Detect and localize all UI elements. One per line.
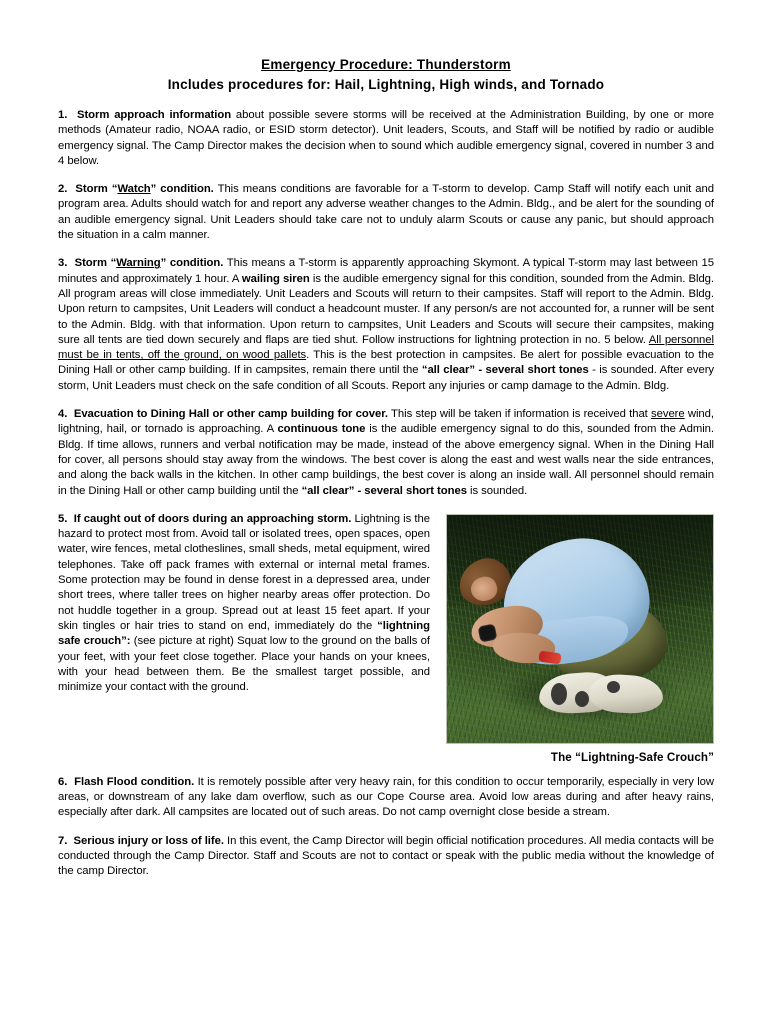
section-3-heading-keyword: Warning bbox=[116, 257, 161, 270]
section-4-number: 4. bbox=[58, 408, 68, 421]
section-1-body: about possible severe storms will be received at the Administration Building, by one or more methods (Amateur radio, NOAA radio, or ESID storm detector). Unit leaders, Scouts, and Staff will be notified by radio or audible emergency signal. The Camp Director makes the decision when to sound which audible emergency signal, covered in number 3 and 4 below. bbox=[58, 109, 715, 167]
lightning-safe-crouch-photo bbox=[446, 514, 714, 744]
section-2-number: 2. bbox=[58, 183, 68, 196]
section-3-heading-post: ” condition. bbox=[160, 257, 224, 270]
figure-container bbox=[446, 514, 714, 764]
section-4-heading: Evacuation to Dining Hall or other camp building for cover. bbox=[73, 408, 389, 421]
section-5-heading: If caught out of doors during an approaching storm. bbox=[73, 512, 352, 525]
section-4-text-4: is sounded. bbox=[466, 484, 528, 497]
section-3-text-3: . This is the best protection in campsites. Be alert for possible evacuation to the Dining Hall or other camp building. If in campsites, remain there until the bbox=[58, 349, 714, 377]
section-5-number: 5. bbox=[58, 512, 68, 525]
section-4-paragraph bbox=[58, 407, 714, 499]
section-6-paragraph bbox=[58, 775, 714, 821]
section-7-number: 7. bbox=[58, 834, 68, 847]
section-3-bold-wailing-siren: wailing siren bbox=[241, 272, 310, 285]
section-4-text-3: is the audible emergency signal to do this, sounded from the Admin. Bldg. If time allows, runners and verbal notification may be made, instead of the above emergency signal. When in the Dining Hall for cover, all persons should stay away from the windows. The best cover is along the east and west walls near the side entrances, and along the back walls in the kitchen. In other camp buildings, the best cover is along an inside wall. All personnel should remain in the Dining Hall or other camp building until the bbox=[58, 423, 714, 497]
section-7-paragraph bbox=[58, 834, 714, 880]
section-6-body: It is remotely possible after very heavy rain, for this condition to occur temporarily, especially in very low areas, or downstream of any lake dam overflow, such as our Cope Course area. Avoid low areas during and after heavy rains, especially after dark. All campsites are located out of such areas. Do not camp overnight close beside a stream. bbox=[58, 775, 714, 819]
section-3-underlined-directive: All personnel must be in tents, off the ground, on wood pallets bbox=[58, 333, 714, 362]
section-7-heading: Serious injury or loss of life. bbox=[73, 834, 224, 847]
section-5-text-1: Lightning is the hazard to protect most from. Avoid tall or isolated trees, open spaces, open water, wire fences, metal clotheslines, small sheds, metal equipment, wired telephones. Take off pack frames with external or internal metal frames. Some protection may be found in dense forest in a depressed area, under short trees, where taller trees on higher nearby areas offer protection. Do not huddle together in a group. Spread out at least 15 feet apart. If your skin tingles or hair tries to stand on end, immediately do the bbox=[58, 512, 430, 632]
section-3-heading-pre: Storm “ bbox=[74, 257, 117, 270]
section-3-text-4: - is sounded. After every storm, Unit Leaders must check on the safe condition of all Scouts. Report any injuries or camp damage to the Admin. Bldg. bbox=[58, 364, 715, 392]
section-5-block bbox=[58, 512, 714, 766]
section-3-text-1: This means a T-storm is apparently approaching Skymont. A typical T-storm may last between 15 minutes and approximately 1 hour. A bbox=[58, 257, 714, 285]
page-title: Emergency Procedure: Thunderstorm bbox=[261, 57, 511, 72]
page-subtitle: Includes procedures for: Hail, Lightning, High winds, and Tornado bbox=[167, 77, 605, 92]
figure-caption: The “Lightning-Safe Crouch” bbox=[550, 750, 714, 764]
section-5-bold-crouch: “lightning safe crouch”: bbox=[58, 619, 430, 648]
section-4-bold-all-clear: “all clear” - several short tones bbox=[301, 484, 467, 497]
shoe-marking-1 bbox=[551, 683, 567, 705]
section-3-number: 3. bbox=[58, 257, 68, 270]
section-3-text-2: is the audible emergency signal for this condition, sounded from the Admin. Bldg. All program areas will close immediately. Unit Leaders and Scouts will return to their campsites. Staff will report to the Admin. Bldg. Upon return to campsites, Unit Leaders will conduct a headcount muster. If any person/s are not accounted for, a runner will be sent to the Admin. Bldg. with that information. Upon return to campsites, Unit Leaders and Scouts will secure their campsites, making sure all tents are tied down securely and flaps are tied shut. Follow instructions for lightning protection in no. 5 below. bbox=[58, 272, 714, 346]
section-2-paragraph bbox=[58, 182, 714, 243]
section-1-number: 1. bbox=[58, 109, 68, 121]
section-2-body: This means conditions are favorable for a T-storm to develop. Camp Staff will notify each unit and program area. Adults should watch for and report any adverse weather changes to the Admin. Bldg., and be alert for the sounding of an audible emergency signal. Unit Leaders should take care not to unduly alarm Scouts or cause any panic, but should approach the situation in a calm manner. bbox=[58, 183, 715, 242]
section-3-bold-all-clear: “all clear” - several short tones bbox=[421, 364, 589, 377]
shoe-marking-3 bbox=[607, 681, 620, 693]
section-2-heading-post: ” condition. bbox=[150, 183, 214, 196]
shoe-marking-2 bbox=[575, 691, 589, 707]
document-title-block bbox=[58, 56, 714, 92]
section-2-heading-keyword: Watch bbox=[117, 183, 151, 196]
section-5-text-2: (see picture at right) Squat low to the ground on the balls of your feet, with your feet close together. Place your hands on your knees, with your head between them. Be the smallest target possible, and minimize your contact with the ground. bbox=[58, 635, 430, 694]
section-3-paragraph bbox=[58, 256, 714, 394]
section-1-heading: Storm approach information bbox=[76, 109, 232, 121]
section-4-text-1: This step will be taken if information is received that bbox=[388, 408, 652, 421]
section-6-heading: Flash Flood condition. bbox=[74, 775, 195, 788]
section-7-body: In this event, the Camp Director will begin official notification procedures. All media contacts will be conducted through the Camp Director. Staff and Scouts are not to contact or speak with the public media without the knowledge of the camp Director. bbox=[58, 834, 714, 878]
crouching-person-figure bbox=[447, 515, 713, 743]
section-4-bold-continuous-tone: continuous tone bbox=[277, 423, 366, 436]
section-2-heading-pre: Storm “ bbox=[75, 183, 118, 196]
section-6-number: 6. bbox=[58, 775, 68, 788]
section-4-text-2: wind, lightning, hail, or tornado is approaching. A bbox=[58, 408, 714, 436]
section-4-underlined-severe: severe bbox=[651, 408, 685, 421]
section-1-paragraph bbox=[58, 108, 714, 169]
